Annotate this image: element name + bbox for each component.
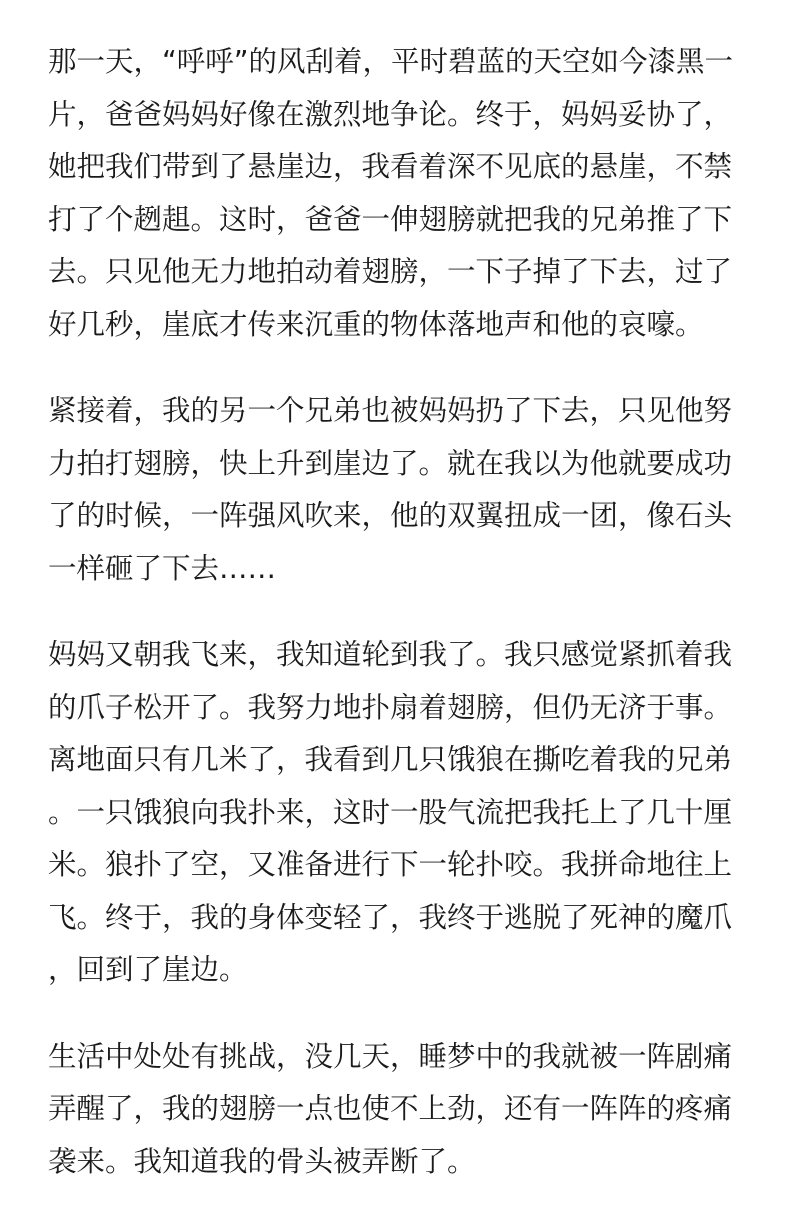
paragraph-3	[48, 629, 756, 997]
text-line: 她把我们带到了悬崖边，我看着深不见底的悬崖，不禁	[48, 150, 733, 183]
text-line: 打了个趔趄。这时，爸爸一伸翅膀就把我的兄弟推了下	[48, 202, 733, 236]
text-line: 力拍打翅膀，快上升到崖边了。就在我以为他就要成功	[48, 446, 733, 480]
paragraph-4	[48, 1031, 756, 1189]
paragraph-2	[48, 385, 756, 595]
text-line: 。一只饿狼向我扑来，这时一股气流把我托上了几十厘	[48, 795, 733, 829]
paragraph-1	[48, 36, 756, 351]
article-body	[48, 36, 756, 1222]
text-line: 一样砸了下去……	[48, 551, 277, 585]
text-line: 那一天，“呼呼”的风刮着，平时碧蓝的天空如今漆黑一	[48, 45, 734, 78]
text-line: 生活中处处有挑战，没几天，睡梦中的我就被一阵剧痛	[48, 1039, 733, 1073]
text-line: 弄醒了，我的翅膀一点也使不上劲，还有一阵阵的疼痛	[48, 1092, 733, 1125]
text-line: 妈妈又朝我飞来，我知道轮到我了。我只感觉紧抓着我	[48, 638, 733, 671]
text-line: ，回到了崖边。	[48, 953, 248, 986]
text-line: 好几秒，崖底才传来沉重的物体落地声和他的哀嚎。	[48, 307, 704, 341]
text-line: 飞。终于，我的身体变轻了，我终于逃脱了死神的魔爪	[48, 900, 733, 934]
text-line: 紧接着，我的另一个兄弟也被妈妈扔了下去，只见他努	[48, 394, 733, 427]
text-line: 了的时候，一阵强风吹来，他的双翼扭成一团，像石头	[48, 499, 733, 532]
text-line: 离地面只有几米了，我看到几只饿狼在撕吃着我的兄弟	[48, 743, 733, 776]
text-line: 去。只见他无力地拍动着翅膀，一下子掉了下去，过了	[48, 255, 733, 288]
text-line: 的爪子松开了。我努力地扑扇着翅膀，但仍无济于事。	[48, 690, 733, 724]
text-line: 袭来。我知道我的骨头被弄断了。	[48, 1144, 476, 1178]
text-line: 片，爸爸妈妈好像在激烈地争论。终于，妈妈妥协了，	[48, 97, 733, 131]
text-line: 米。狼扑了空，又准备进行下一轮扑咬。我拼命地往上	[48, 848, 733, 881]
